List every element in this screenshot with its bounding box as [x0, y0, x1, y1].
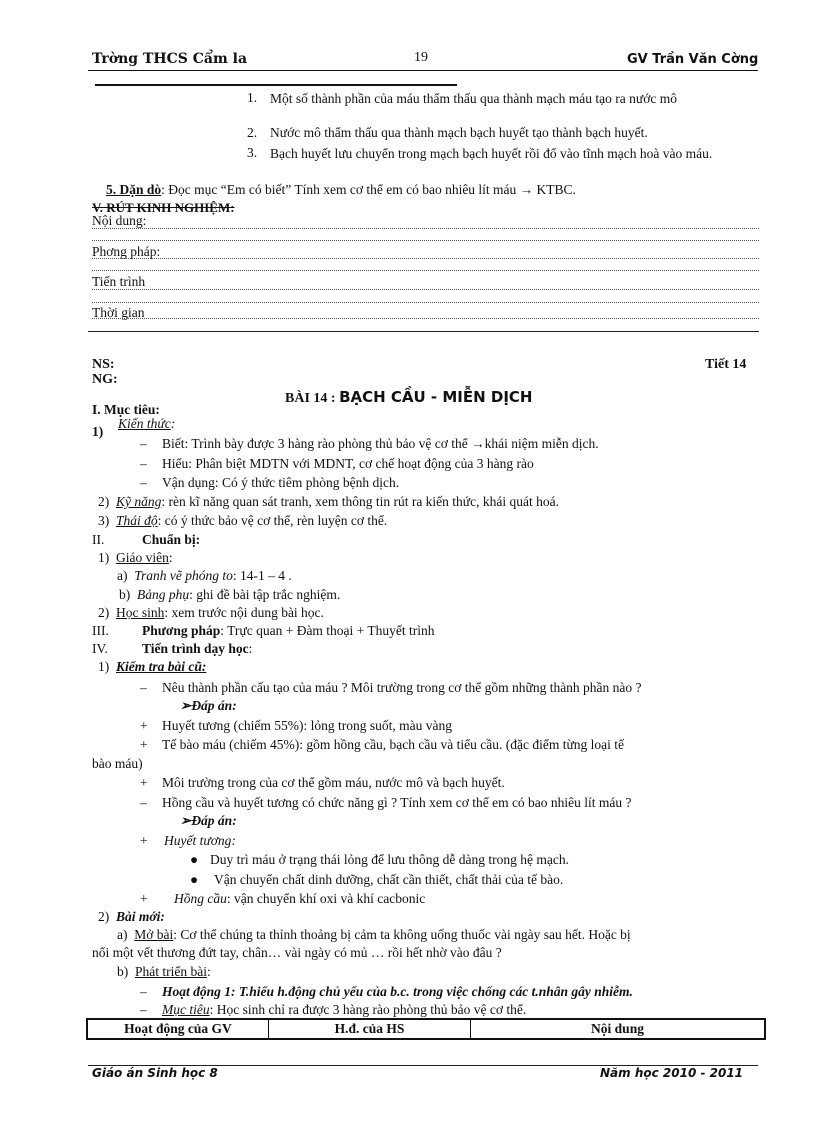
- list-num: 2.: [247, 125, 258, 140]
- new-lesson-heading: 2) Bài mới:: [98, 909, 165, 924]
- knowledge-item: Vận dụng: Có ý thức tiêm phòng bệnh dịch.: [162, 475, 400, 490]
- dash: –: [140, 436, 147, 451]
- dotted-line: [92, 318, 759, 319]
- dotted-line: [92, 258, 759, 259]
- lesson-title-main: BẠCH CẦU - MIỄN DỊCH: [339, 388, 533, 406]
- prep-b: b) Bảng phụ: ghi đề bài tập trắc nghiệm.: [119, 587, 341, 602]
- bullet-icon: ●: [190, 852, 199, 867]
- activity-table-header: [86, 1018, 766, 1040]
- check-question: Nêu thành phần cấu tạo của máu ? Môi trường trong cơ thể gồm những thành phần nào ?: [162, 680, 642, 695]
- knowledge-item: Hiểu: Phân biệt MDTN với MDNT, cơ chế hoạt động của 3 hàng rào: [162, 456, 534, 471]
- homework-text: : Đọc mục “Em có biết” Tính xem cơ thể em có bao nhiêu lít máu → KTBC.: [161, 182, 576, 197]
- intro-line: a) Mở bài: Cơ thể chúng ta thỉnh thoảng bị cảm ta không uống thuốc vài ngày sau hết. Hoặc bị: [117, 927, 631, 942]
- prep-a: a) Tranh vẽ phóng to: 14-1 – 4 .: [117, 568, 292, 583]
- review-field-process: Tiến trình: [92, 274, 146, 289]
- plasma-bullet: Duy trì máu ở trạng thái lỏng để lưu thông dễ dàng trong hệ mạch.: [210, 852, 570, 867]
- list-num: 1.: [247, 90, 258, 105]
- plus: +: [140, 833, 148, 848]
- answer-label: ➢Đáp án:: [180, 813, 237, 828]
- list-item: Nước mô thẩm thấu qua thành mạch bạch huyết tạo thành bạch huyết.: [270, 125, 648, 140]
- knowledge-label: Kiến thức:: [118, 416, 176, 431]
- top-separator: [95, 84, 457, 86]
- list-num: 3.: [247, 145, 258, 160]
- footer-left: Giáo án Sinh học 8: [92, 1066, 218, 1080]
- plus: +: [140, 737, 148, 752]
- review-field-method: Phơng pháp:: [92, 244, 161, 259]
- intro-line-cont: nổi một vết thương đứt tay, chân… vài ngày có mủ … rồi hết nhờ vào đâu ?: [92, 945, 502, 960]
- review-field-time: Thời gian: [92, 305, 145, 320]
- header-rule: [88, 70, 758, 71]
- check-heading: 1) Kiểm tra bài cũ:: [98, 659, 207, 674]
- objectives-heading: I. Mục tiêu:: [92, 402, 160, 417]
- plasma-label: Huyết tương:: [164, 833, 236, 848]
- page-number: 19: [414, 50, 428, 65]
- knowledge-item: Biết: Trình bày được 3 hàng rào phòng thủ bảo vệ cơ thể →khái niệm miễn dịch.: [162, 436, 599, 451]
- dotted-line: [92, 270, 759, 271]
- prep-heading: Chuẩn bị:: [142, 532, 201, 547]
- dash: –: [140, 456, 147, 471]
- process-num: IV.: [92, 641, 108, 656]
- dotted-line: [92, 302, 759, 303]
- prep-teacher: 1) Giáo viên:: [98, 550, 173, 565]
- prep-student: 2) Học sinh: xem trước nội dung bài học.: [98, 605, 324, 620]
- plus: +: [140, 891, 148, 906]
- list-item: Một số thành phần của máu thẩm thấu qua thành mạch máu tạo ra nước mô: [270, 91, 677, 106]
- header-teacher: GV Trần Văn Cờng: [627, 52, 759, 67]
- answer-item: Môi trường trong của cơ thể gồm máu, nước mô và bạch huyết.: [162, 775, 505, 790]
- method-line: Phương pháp: Trực quan + Đàm thoại + Thuyết trình: [142, 623, 435, 638]
- review-title: V. RÚT KINH NGHIỆM:: [92, 200, 235, 215]
- check-question: Hồng cầu và huyết tương có chức năng gì ? Tính xem cơ thể em có bao nhiêu lít máu ?: [162, 795, 632, 810]
- prep-num: II.: [92, 532, 105, 547]
- table-header-content: Nội dung: [591, 1021, 644, 1036]
- section-rule: [88, 331, 759, 332]
- ng-label: NG:: [92, 372, 118, 387]
- dotted-line: [92, 228, 759, 229]
- footer-right: Năm học 2010 - 2011: [600, 1066, 744, 1080]
- dash: –: [140, 475, 147, 490]
- dotted-line: [92, 289, 759, 290]
- review-field-content: Nội dung:: [92, 213, 147, 228]
- attitude-line: 3) Thái độ: có ý thức bảo vệ cơ thể, rèn luyện cơ thể.: [98, 513, 388, 528]
- plus: +: [140, 775, 148, 790]
- answer-label: ➢Đáp án:: [180, 698, 237, 713]
- knowledge-num: 1): [92, 424, 104, 439]
- answer-item: Tế bào máu (chiếm 45%): gồm hồng cầu, bạch cầu và tiểu cầu. (đặc điểm từng loại tế: [162, 737, 625, 752]
- bullet-icon: ●: [190, 872, 199, 887]
- dash: –: [140, 1002, 147, 1017]
- dash: –: [140, 680, 147, 695]
- period-label: Tiết 14: [705, 357, 747, 372]
- homework-line: [106, 182, 576, 198]
- plasma-bullet: Vận chuyển chất dinh dưỡng, chất cần thiết, chất thải của tế bào.: [214, 872, 564, 887]
- method-num: III.: [92, 623, 109, 638]
- rbc-line: Hồng cầu: vận chuyển khí oxi và khí cacbonic: [174, 891, 426, 906]
- lesson-title: [285, 388, 532, 407]
- homework-label: 5. Dặn dò: [106, 182, 162, 197]
- activity-title: Hoạt động 1: T.hiểu h.động chủ yếu của b.c. trong việc chống các t.nhân gây nhiễm.: [162, 984, 633, 999]
- dotted-line: [92, 240, 759, 241]
- answer-item-cont: bào máu): [92, 756, 143, 771]
- develop-line: b) Phát triển bài:: [117, 964, 211, 979]
- goal-line: Mục tiêu: Học sinh chỉ ra được 3 hàng rào phòng thủ bảo vệ cơ thể.: [162, 1002, 527, 1017]
- skill-line: 2) Kỹ năng: rèn kĩ năng quan sát tranh, xem thông tin rút ra kiến thức, khái quát hoá.: [98, 494, 559, 509]
- list-item: Bạch huyết lưu chuyển trong mạch bạch huyết rồi đổ vào tĩnh mạch hoà vào máu.: [270, 146, 713, 161]
- dash: –: [140, 984, 147, 999]
- table-header-student: H.đ. của HS: [269, 1020, 471, 1038]
- process-line: Tiến trình dạy học:: [142, 641, 253, 656]
- dash: –: [140, 795, 147, 810]
- answer-item: Huyết tương (chiếm 55%): lỏng trong suốt, màu vàng: [162, 718, 453, 733]
- lesson-title-prefix: BÀI 14 :: [285, 391, 340, 406]
- ns-label: NS:: [92, 357, 115, 372]
- header-school: Trờng THCS Cẩm la: [92, 51, 248, 67]
- table-header-teacher: Hoạt động của GV: [88, 1020, 269, 1038]
- plus: +: [140, 718, 148, 733]
